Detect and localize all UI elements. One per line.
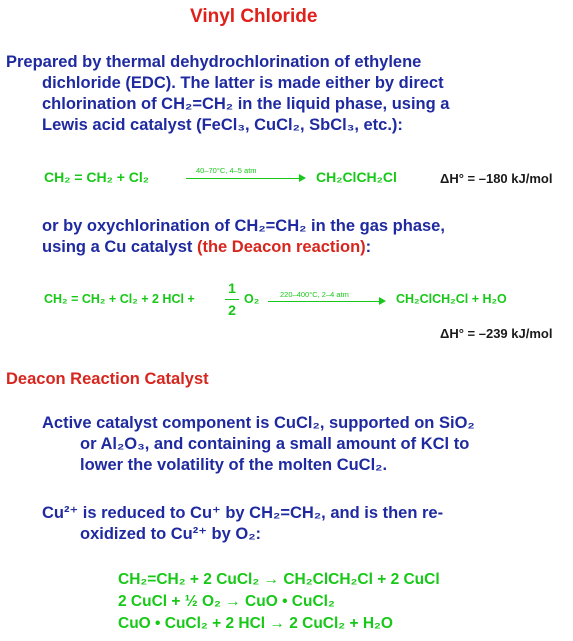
reaction-2: 2 CuCl + ½ O₂ → CuO • CuCl₂ <box>118 593 335 610</box>
eq1-conditions: 40–70°C, 4–5 atm <box>196 166 257 175</box>
catalyst-line-2: or Al₂O₃, and containing a small amount of KCl to <box>80 435 470 453</box>
eq2-fraction-numerator: 1 <box>228 280 236 296</box>
reaction-1: CH₂=CH₂ + 2 CuCl₂ → CH₂ClCH₂Cl + 2 CuCl <box>118 571 440 588</box>
eq2-enthalpy: ΔH° = –239 kJ/mol <box>440 326 553 341</box>
catalyst-line-3: lower the volatility of the molten CuCl₂. <box>80 456 388 474</box>
section-heading: Deacon Reaction Catalyst <box>6 370 209 388</box>
eq2-fraction-bar <box>225 299 239 300</box>
eq1-arrow <box>186 178 304 179</box>
eq2-oxygen: O₂ <box>244 292 260 306</box>
reaction-3: CuO • CuCl₂ + 2 HCl → 2 CuCl₂ + H₂O <box>118 615 393 632</box>
oxy-line-2-colon: : <box>365 238 372 256</box>
intro-line-4: Lewis acid catalyst (FeCl₃, CuCl₂, SbCl₃, etc.): <box>42 116 403 134</box>
redox-line-2: oxidized to Cu²⁺ by O₂: <box>80 525 262 543</box>
page-title: Vinyl Chloride <box>190 6 318 27</box>
eq2-conditions: 220–400°C, 2–4 atm <box>280 290 349 299</box>
intro-line-1: Prepared by thermal dehydrochlorination of ethylene <box>6 53 422 71</box>
eq2-arrow <box>268 301 384 302</box>
intro-line-2: dichloride (EDC). The latter is made either by direct <box>42 74 444 92</box>
oxy-line-1: or by oxychlorination of CH₂=CH₂ in the gas phase, <box>42 217 445 235</box>
oxy-line-2 <box>42 237 371 258</box>
redox-line-1: Cu²⁺ is reduced to Cu⁺ by CH₂=CH₂, and is then re- <box>42 504 444 522</box>
eq1-product: CH₂ClCH₂Cl <box>316 169 397 185</box>
eq1-enthalpy: ΔH° = –180 kJ/mol <box>440 171 553 186</box>
eq2-product: CH₂ClCH₂Cl + H₂O <box>396 292 507 306</box>
deacon-reaction-label: (the Deacon reaction) <box>196 238 366 256</box>
intro-line-3: chlorination of CH₂=CH₂ in the liquid phase, using a <box>42 95 450 113</box>
eq2-fraction-denominator: 2 <box>228 302 236 318</box>
catalyst-line-1: Active catalyst component is CuCl₂, supported on SiO₂ <box>42 414 475 432</box>
oxy-line-2-text: using a Cu catalyst <box>42 238 197 256</box>
eq1-reactants: CH₂ = CH₂ + Cl₂ <box>44 169 150 185</box>
eq2-reactants: CH₂ = CH₂ + Cl₂ + 2 HCl + <box>44 292 195 306</box>
